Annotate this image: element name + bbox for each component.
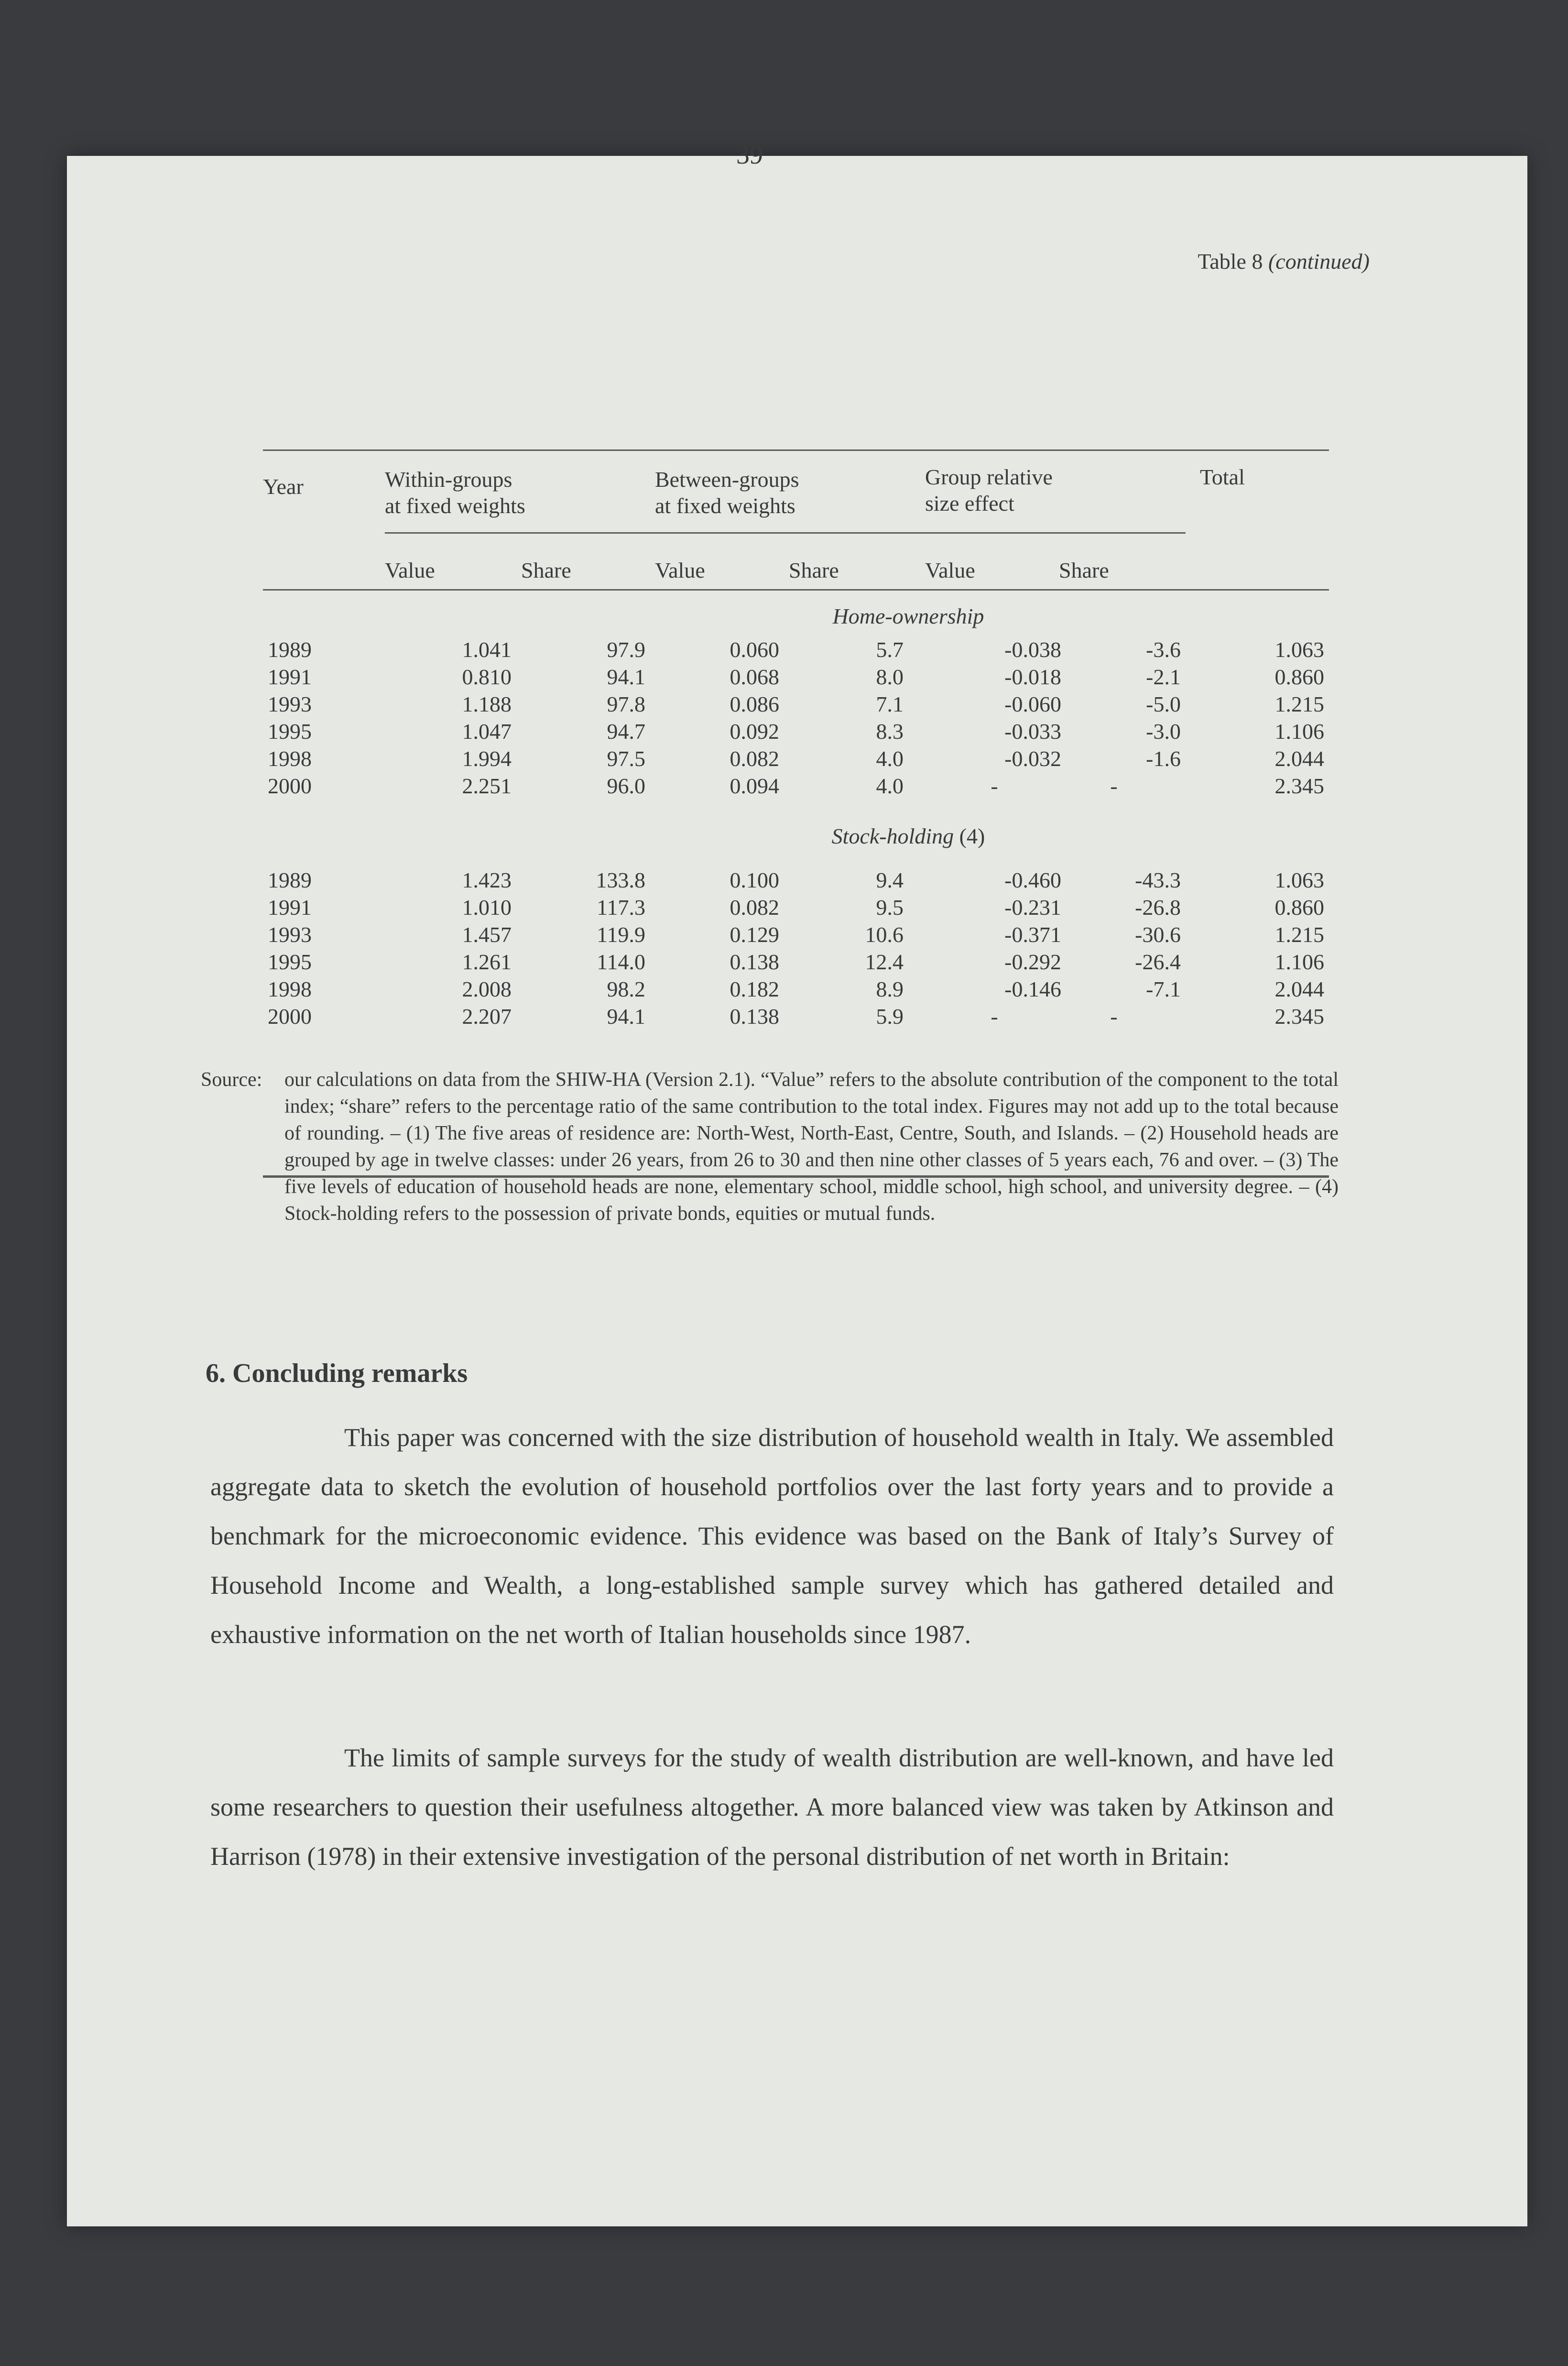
table-cell: 8.9 xyxy=(876,977,904,1001)
table-cell: 94.1 xyxy=(607,665,645,689)
header-total: Total xyxy=(1200,465,1245,489)
table-cell: 1.423 xyxy=(462,868,512,892)
table-cell: 8.3 xyxy=(876,719,904,744)
table-caption-continued: (continued) xyxy=(1268,249,1370,274)
table-cell: 2.044 xyxy=(1274,977,1324,1001)
table-row-year: 1989 xyxy=(268,868,312,892)
table-cell: 2.008 xyxy=(462,977,512,1001)
table-cell: 97.5 xyxy=(607,746,645,771)
table-cell: -3.0 xyxy=(1146,719,1181,744)
table-cell: -3.6 xyxy=(1146,637,1181,662)
header-between-value: Value xyxy=(655,558,705,582)
table-cell: - xyxy=(991,774,998,798)
section-title-1 xyxy=(741,602,1076,630)
table-cell: -0.371 xyxy=(1004,922,1061,947)
paragraph-2: The limits of sample surveys for the study of wealth distribution are well-known, and have led some researchers to question their usefulness altogether. A more balanced view was taken by Atkinson and Harrison (1978) in their extensive investigation of the personal distribution of net worth in Britain: xyxy=(210,1743,1334,1871)
header-within-value: Value xyxy=(385,558,435,582)
table-cell: -0.060 xyxy=(1004,692,1061,716)
table-cell: -0.231 xyxy=(1004,895,1061,920)
table-cell: -0.292 xyxy=(1004,950,1061,974)
section-title-2 xyxy=(741,822,1076,850)
table-cell: 0.860 xyxy=(1274,665,1324,689)
table-cell: 0.082 xyxy=(730,746,779,771)
table-cell: 2.207 xyxy=(462,1004,512,1029)
table-cell: 0.094 xyxy=(730,774,779,798)
table-caption-label: Table 8 xyxy=(1198,249,1263,274)
table-cell: 2.251 xyxy=(462,774,512,798)
header-between-1: Between-groups xyxy=(655,467,799,492)
table-cell: - xyxy=(1110,1004,1118,1029)
table-row-year: 1995 xyxy=(268,719,312,744)
table-cell: 7.1 xyxy=(876,692,904,716)
table-cell: 98.2 xyxy=(607,977,645,1001)
table-cell: -0.018 xyxy=(1004,665,1061,689)
table-cell: 12.4 xyxy=(865,950,904,974)
table-cell: 119.9 xyxy=(597,922,645,947)
table-cell: 0.100 xyxy=(730,868,779,892)
table-cell: 97.9 xyxy=(607,637,645,662)
table-cell: 97.8 xyxy=(607,692,645,716)
table-cell: 94.1 xyxy=(607,1004,645,1029)
header-within-1: Within-groups xyxy=(385,467,512,492)
table-top-rule xyxy=(263,449,1329,451)
table-cell: 96.0 xyxy=(607,774,645,798)
source-text: our calculations on data from the SHIW-HA (Version 2.1). “Value” refers to the absolute contribution of the component to the total index; “share” refers to the percentage ratio of the same contribution to the total index. Figures may not add up to the total because of rounding. – (1) The five areas of residence are: North-West, North-East, Centre, South, and Islands. – (2) Household heads are grouped by age in twelve classes: under 26 years, from 26 to 30 and then nine other classes of 5 years each, 76 and over. – (3) The five levels of education of household heads are none, elementary school, middle school, high school, and university degree. – (4) Stock-holding refers to the possession of private bonds, equities or mutual funds. xyxy=(284,1069,1339,1225)
table-cell: 2.044 xyxy=(1274,746,1324,771)
table-cell: 1.047 xyxy=(462,719,512,744)
table-cell: 0.082 xyxy=(730,895,779,920)
table-row-year: 1989 xyxy=(268,637,312,662)
table-cell: 1.994 xyxy=(462,746,512,771)
table-cell: 10.6 xyxy=(865,922,904,947)
table-cell: -2.1 xyxy=(1146,665,1181,689)
table-cell: 1.041 xyxy=(462,637,512,662)
table-cell: 1.215 xyxy=(1274,922,1324,947)
table-row-year: 1993 xyxy=(268,922,312,947)
table-cell: -7.1 xyxy=(1146,977,1181,1001)
header-group-value: Value xyxy=(925,558,975,582)
page-number: 39 xyxy=(736,140,763,170)
header-between-2: at fixed weights xyxy=(655,493,795,518)
table-cell: 5.7 xyxy=(876,637,904,662)
table-cell: 1.010 xyxy=(462,895,512,920)
table-cell: 1.261 xyxy=(462,950,512,974)
table-cell: 0.810 xyxy=(462,665,512,689)
table-row-year: 1998 xyxy=(268,746,312,771)
header-between-share: Share xyxy=(789,558,839,582)
table-caption xyxy=(1198,249,1370,274)
header-year: Year xyxy=(263,474,304,499)
table-cell: 1.106 xyxy=(1274,719,1324,744)
table-cell: -0.460 xyxy=(1004,868,1061,892)
table-row-year: 1993 xyxy=(268,692,312,716)
section-title-text: Home-ownership xyxy=(832,604,984,628)
table-cell: 1.215 xyxy=(1274,692,1324,716)
table-cell: 94.7 xyxy=(607,719,645,744)
table-cell: 117.3 xyxy=(597,895,645,920)
table-cell: -43.3 xyxy=(1135,868,1181,892)
table-cell: -0.032 xyxy=(1004,746,1061,771)
table-cell: 0.060 xyxy=(730,637,779,662)
table-row-year: 1995 xyxy=(268,950,312,974)
table-cell: 0.138 xyxy=(730,1004,779,1029)
table-cell: 0.068 xyxy=(730,665,779,689)
table-cell: 0.182 xyxy=(730,977,779,1001)
table-row-year: 1991 xyxy=(268,895,312,920)
table-cell: - xyxy=(991,1004,998,1029)
table-cell: -30.6 xyxy=(1135,922,1181,947)
header-within-share: Share xyxy=(521,558,571,582)
table-cell: 4.0 xyxy=(876,746,904,771)
table-cell: - xyxy=(1110,774,1118,798)
table-cell: 9.4 xyxy=(876,868,904,892)
table-cell: 1.106 xyxy=(1274,950,1324,974)
table-cell: -0.033 xyxy=(1004,719,1061,744)
table-cell: 1.063 xyxy=(1274,637,1324,662)
table-cell: 5.9 xyxy=(876,1004,904,1029)
header-bottom-rule xyxy=(263,589,1329,591)
table-source-note xyxy=(201,1066,1339,1227)
table-cell: 0.086 xyxy=(730,692,779,716)
table-cell: 0.138 xyxy=(730,950,779,974)
header-group-2: size effect xyxy=(925,491,1014,515)
table-cell: 114.0 xyxy=(597,950,645,974)
table-cell: 0.129 xyxy=(730,922,779,947)
table-cell: 1.457 xyxy=(462,922,512,947)
header-group-1: Group relative xyxy=(925,465,1053,489)
section-heading: 6. Concluding remarks xyxy=(206,1358,468,1388)
table-cell: 2.345 xyxy=(1274,1004,1324,1029)
table-cell: -0.038 xyxy=(1004,637,1061,662)
table-cell: 8.0 xyxy=(876,665,904,689)
header-within-2: at fixed weights xyxy=(385,493,525,518)
table-cell: -26.4 xyxy=(1135,950,1181,974)
table-cell: 9.5 xyxy=(876,895,904,920)
table-cell: 1.063 xyxy=(1274,868,1324,892)
table-cell: 0.092 xyxy=(730,719,779,744)
table-row-year: 1998 xyxy=(268,977,312,1001)
header-mid-rule xyxy=(385,532,1186,534)
table-cell: 133.8 xyxy=(596,868,645,892)
section-title-text: Stock-holding xyxy=(831,824,954,848)
table-cell: 4.0 xyxy=(876,774,904,798)
paragraph-1: This paper was concerned with the size distribution of household wealth in Italy. We assembled aggregate data to sketch the evolution of household portfolios over the last forty years and to provide a benchmark for the microeconomic evidence. This evidence was based on the Bank of Italy’s Survey of Household Income and Wealth, a long-established sample survey which has gathered detailed and exhaustive information on the net worth of Italian households since 1987. xyxy=(210,1423,1334,1649)
table-row-year: 1991 xyxy=(268,665,312,689)
header-group-share: Share xyxy=(1059,558,1109,582)
table-cell: -0.146 xyxy=(1004,977,1061,1001)
section-title-note: (4) xyxy=(954,824,985,848)
table-cell: -5.0 xyxy=(1146,692,1181,716)
source-label: Source: xyxy=(201,1069,262,1091)
table-cell: 1.188 xyxy=(462,692,512,716)
table-cell: 0.860 xyxy=(1274,895,1324,920)
table-row-year: 2000 xyxy=(268,774,312,798)
table-cell: 2.345 xyxy=(1274,774,1324,798)
table-row-year: 2000 xyxy=(268,1004,312,1029)
table-cell: -1.6 xyxy=(1146,746,1181,771)
table-cell: -26.8 xyxy=(1135,895,1181,920)
